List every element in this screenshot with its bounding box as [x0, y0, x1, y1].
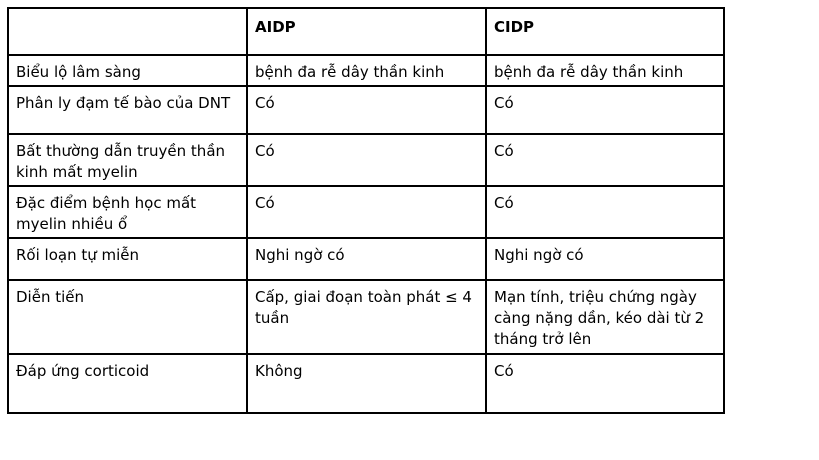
- header-cell-aidp: AIDP: [247, 8, 486, 55]
- cidp-cell: Có: [486, 354, 724, 413]
- row-label: Rối loạn tự miễn: [8, 238, 247, 280]
- row-label: Phân ly đạm tế bào của DNT: [8, 86, 247, 134]
- aidp-cell: Có: [247, 186, 486, 238]
- aidp-cell: Có: [247, 86, 486, 134]
- table-row: [8, 238, 724, 280]
- table-row: [8, 86, 724, 134]
- row-label: Biểu lộ lâm sàng: [8, 55, 247, 86]
- table-row: [8, 134, 724, 186]
- cidp-cell: Có: [486, 86, 724, 134]
- cidp-cell: bệnh đa rễ dây thần kinh: [486, 55, 724, 86]
- cidp-cell: Nghi ngờ có: [486, 238, 724, 280]
- header-cell-empty: [8, 8, 247, 55]
- aidp-cell: bệnh đa rễ dây thần kinh: [247, 55, 486, 86]
- table-row: [8, 55, 724, 86]
- aidp-cell: Có: [247, 134, 486, 186]
- table-row: [8, 280, 724, 354]
- table-row: [8, 186, 724, 238]
- row-label: Đặc điểm bệnh học mất myelin nhiều ổ: [8, 186, 247, 238]
- aidp-cell: Không: [247, 354, 486, 413]
- aidp-cell: Cấp, giai đoạn toàn phát ≤ 4 tuần: [247, 280, 486, 354]
- header-cell-cidp: CIDP: [486, 8, 724, 55]
- row-label: Đáp ứng corticoid: [8, 354, 247, 413]
- header-row: [8, 8, 724, 55]
- cidp-cell: Mạn tính, triệu chứng ngày càng nặng dần, kéo dài từ 2 tháng trở lên: [486, 280, 724, 354]
- cidp-cell: Có: [486, 186, 724, 238]
- comparison-table: [7, 7, 725, 414]
- aidp-cell: Nghi ngờ có: [247, 238, 486, 280]
- row-label: Diễn tiến: [8, 280, 247, 354]
- table-row: [8, 354, 724, 413]
- cidp-cell: Có: [486, 134, 724, 186]
- row-label: Bất thường dẫn truyền thần kinh mất myelin: [8, 134, 247, 186]
